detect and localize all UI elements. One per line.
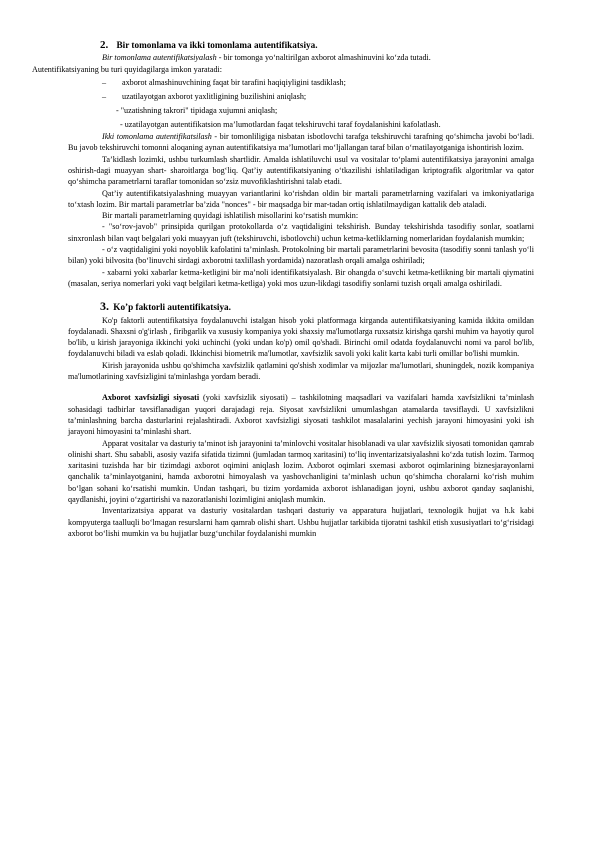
paragraph: [68, 392, 534, 437]
spacer: [68, 382, 534, 392]
paragraph: Ko'p faktorli autentifikatsiya foydalanuvchi istalgan hisob yoki platformaga kirganda autentifikatsiyaning kamida ikkita omildan foydalanadi. Shaxsni o'g'irlash , firibgarlik va xususiy kompaniya yoki shaxsiy ma'lumotlarga ruxsatsiz kirishga qarshi muhim va hayotiy qurol bo'lib, u kirish jarayoniga ikkinchi yoki uchinchi (yoki undan ko'p) omil qo'shadi. Birinchi omil odatda foydalanuvchi nomi va parol bo'lib, foydalanuvchi biladi va eslab qoladi. Ikkinchisi biometrik ma'lumotlar, xavfsizlik savoli yoki kalit karta kabi turli omillar bo'lishi mumkin.: [68, 315, 534, 359]
section-2-intro: [68, 52, 534, 63]
paragraph-text: - bir tomonliligiga nisbatan isbotlovchi tarafga tekshiruvchi tarafning qo‘shimcha javobi bo‘ladi. Bu javob tekshiruvchi tomonni aloqaning aynan autentifikatsiya ma’lumotlari mo‘ljallangan taraf bilan o‘rnatilayotganiga ishontirish lozim.: [68, 132, 534, 153]
dash-bullet: –: [102, 92, 107, 102]
list-item: [68, 77, 534, 88]
intro-rest: - bir tomonga yo‘naltirilgan axborot almashinuvini ko‘zda tutadi.: [216, 53, 431, 63]
term-bold: Axborot xavfsizligi siyosati: [102, 393, 200, 403]
section-3-title: Ko’p faktorli autentifikatsiya.: [113, 302, 231, 313]
section-3-heading: [68, 301, 534, 313]
paragraph: Qat’iy autentifikatsiyalashning muayyan variantlarini ko‘rishdan oldin bir martali parametrlarning vazifalari va imkoniyatlariga to‘xtash lozim. Bir martali parametrlar ba’zida "nonces" - bir maqsadga bir mar-tadan ortiq ishlatilmaydigan kattalik deb ataladi.: [68, 188, 534, 209]
section-2-heading: [68, 40, 534, 51]
section-3-number: 3.: [100, 299, 109, 314]
dash-bullet: –: [102, 77, 107, 87]
paragraph: Bir martali parametrlarning quyidagi ishlatilish misollarini ko‘rsatish mumkin:: [102, 211, 359, 221]
paragraph-text: (yoki xavfsizlik siyosati) – tashkilotning maqsadlari va vazifalari hamda xavfsizlikni ta’minlash sohasidagi tadbirlar tavsiflanadigan yuqori darajadagi reja. Siyosat xavfsizlikni umumlashgan atamalarda tavsiflaydi. U xavfsizlikni ta’minlashning barcha dasturlarini rejalashtiradi. Axborot xavfsizligi siyosati tashkilot masalalarini yechish jarayoni himoyasini yoki ish jarayoni himoyasini ta’minlashi shart.: [68, 393, 534, 437]
paragraph: - "so‘rov-javob" prinsipida qurilgan protokollarda o‘z vaqtidaligini tekshirish. Bunday tekshirishda tasodifiy sonlar, soatlarni sinxronlash bilan vaqt belgalari yoki muayyan juft (tekshiruvchi, isbotlovchi) uchun ketma-ketliklarning nomerlaridan foydalanish mumkin;: [68, 222, 534, 243]
section-2-intro-line2: Autentifikatsiyaning bu turi quyidagilarga imkon yaratadi:: [32, 64, 223, 74]
section-2-number: 2.: [100, 39, 109, 51]
paragraph: Apparat vositalar va dasturiy ta’minot ish jarayonini ta’minlovchi vositalar hisoblanadi va ular xavfsizlik siyosati tomonidan qamrab olinishi shart. Shu sababli, asosiy vazifa sifatida tizimni (jumladan tarmoq xaritasini) to‘liq inventarizatsiyalashni ko‘zda tutish lozim. Tarmoq xaritasini tuzishda har bir tizimdagi axborot oqimini aniqlash lozim. Axborot oqimlari sxemasi axborot oqimlarining biznesjarayonlarni qanchalik ta’minlayotganini, hamda axborotni himoyalash va yashovchanligini ta’minlash uchun qo‘shimcha choralarni ko‘rish muhim bo‘lgan sohani ko‘rsatishi mumkin. Undan tashqari, bu tizim yordamida axborot ishlanadigan joyni, ushbu axborot qanday saqlanishi, qaydlanishi, joyini o‘zgartirishi va nazoratlanishi lozimligini aniqlash mumkin.: [68, 438, 534, 504]
paragraph: Ta’kidlash lozimki, ushbu turkumlash shartlidir. Amalda ishlatiluvchi usul va vositalar to‘plami autentifikatsiya jarayonini amalga oshirish-dagi muayyan shart- sharoitlarga bog‘liq. Qat’iy autentifikatsiyaning o‘tkazilishi ishlatiladigan kriptografik algoritmlar va qator qo‘shimcha parametrlarni taraflar tomonidan so‘zsiz muvofiklashtirishni talab etadi.: [68, 154, 534, 187]
list-item-text: axborot almashinuvchining faqat bir tarafini haqiqiyligini tasdiklash;: [122, 77, 346, 87]
sub-list-item: - uzatilayotgan autentifikatsion ma’lumotlardan faqat tekshiruvchi taraf foydalanishini kafolatlash.: [120, 119, 441, 129]
paragraph: - o‘z vaqtidaligini yoki noyoblik kafolatini ta’minlash. Protokolning bir martali parametrlarini bevosita (tasodifiy sonni tanlash yo‘li bilan) yoki bilvosita (bo‘linuvchi sirdagi axborotni taxlillash yordamida) nazoratlash orqali amalga oshiriladi;: [68, 245, 534, 266]
intro-term: Bir tomonlama autentifikatsiyalash: [102, 53, 217, 63]
list-item-text: uzatilayotgan axborot yaxlitligining buzilishini aniqlash;: [122, 92, 307, 102]
paragraph: Inventarizatsiya apparat va dasturiy vositalardan tashqari dasturiy va apparatura hujjatlari, texnologik hujjat va h.k kabi kompyuterga taalluqli bo‘lmagan resurslarni ham qamrab olishi shart. Ushbu hujjatlar tarkibida tijoratni tashkil etish xususiyatlari to‘g‘risidagi axborot bo‘lishi mumkin va bu hujjatlar buzg‘unchilar foydalanishi mumkin: [68, 506, 534, 538]
paragraph: Kirish jarayonida ushbu qo'shimcha xavfsizlik qatlamini qo'shish xodimlar va mijozlar ma'lumotlari, shuningdek, nozik kompaniya ma'lumotlarining xavfsizligini ta'minlashga yordam beradi.: [68, 360, 534, 382]
sub-list-item: - "uzatishning takrori" tipidaga xujumni aniqlash;: [116, 106, 278, 116]
paragraph: [68, 131, 534, 154]
list-item: [68, 91, 534, 102]
paragraph: - xabarni yoki xabarlar ketma-ketligini bir ma’noli identifikatsiyalash. Bir ohangda o‘suvchi ketma-ketlikning bir martali qiymatini (masalan, seriya nomerlari yoki vaqt belgilari ketma-ketliga) yoki mos uzun-likdagi tasodifiy sonlarni tuzish orqali amalga oshiriladi.: [68, 267, 534, 288]
section-2-title: Bir tomonlama va ikki tomonlama autentifikatsiya.: [116, 40, 318, 50]
term-italic: Ikki tomonlama autentifikatsilash: [102, 132, 212, 142]
